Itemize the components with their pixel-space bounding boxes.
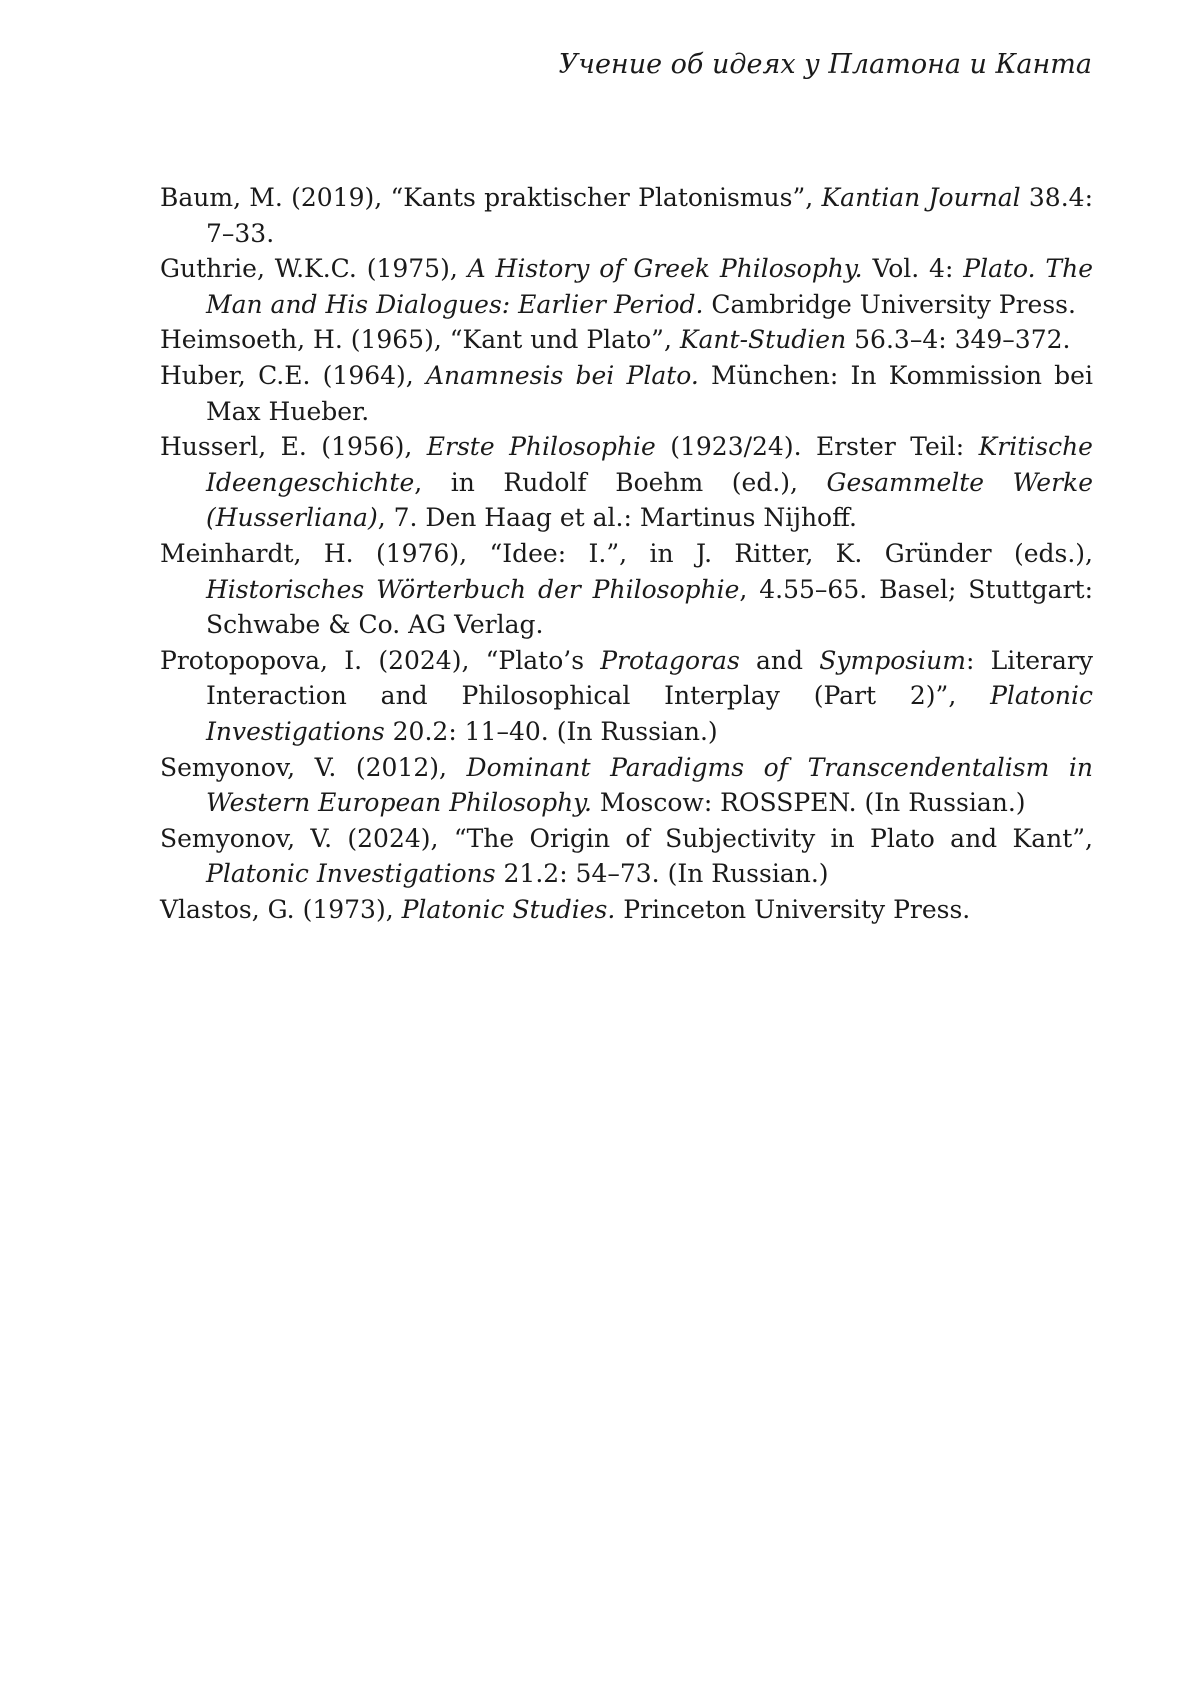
reference-entry — [160, 358, 1093, 429]
reference-text-segment: Husserl, E. (1956), — [160, 432, 427, 462]
reference-entry — [160, 322, 1093, 358]
reference-italic-segment: Kantian Journal — [821, 183, 1021, 212]
reference-entry — [160, 180, 1093, 251]
reference-italic-segment: Dominant Paradigms of Transcendentalism in Western European Philosophy. — [206, 752, 1093, 818]
reference-text-segment: Vlastos, G. (1973), — [160, 894, 402, 924]
reference-text-segment: Princeton University Press. — [615, 894, 971, 924]
reference-text-segment: : Literary Interaction and Philosophical Interplay (Part 2)”, — [206, 645, 1093, 711]
running-header: Учение об идеях у Платона и Канта — [558, 49, 1092, 80]
reference-italic-segment: Erste Philosophie — [426, 432, 656, 462]
reference-italic-segment: Platonic Studies. — [401, 894, 616, 924]
reference-entry — [160, 750, 1093, 821]
reference-text-segment: , 4.55–65. Basel; Stuttgart: Schwabe & Co. AG Verlag. — [206, 574, 1093, 640]
reference-italic-segment: Protagoras — [600, 645, 740, 675]
reference-italic-segment: Historisches Wörterbuch der Philosophie — [206, 574, 740, 604]
reference-text-segment: Protopopova, I. (2024), “Plato’s — [160, 645, 601, 675]
reference-entry — [160, 821, 1093, 892]
reference-text-segment: München: In Kommission bei Max Hueber. — [206, 360, 1093, 426]
reference-text-segment: 56.3–4: 349–372. — [846, 325, 1071, 355]
reference-text-segment: Huber, C.E. (1964), — [160, 360, 426, 390]
reference-italic-segment: Plato. The Man and His Dialogues: Earlier Period. — [206, 254, 1094, 319]
reference-text-segment: Vol. 4: — [862, 254, 964, 284]
reference-text-segment: Guthrie, W.K.C. (1975), — [160, 254, 468, 284]
reference-text-segment: Meinhardt, H. (1976), “Idee: I.”, in J. Ritter, K. Gründer (eds.), — [160, 538, 1093, 568]
reference-italic-segment: Platonic Investigations — [206, 859, 496, 889]
reference-text-segment: (1923/24). Erster Teil: — [655, 432, 979, 462]
reference-text-segment: Baum, M. (2019), “Kants praktischer Platonismus”, — [160, 183, 822, 212]
reference-entry — [160, 536, 1093, 643]
reference-italic-segment: Platonic Investigations — [206, 681, 1093, 746]
reference-text-segment: 38.4: 7–33. — [206, 183, 1093, 248]
reference-text-segment: Heimsoeth, H. (1965), “Kant und Plato”, — [160, 325, 680, 355]
reference-italic-segment: A History of Greek Philosophy. — [467, 254, 863, 284]
reference-italic-segment: Symposium — [819, 645, 966, 675]
reference-text-segment: , 7. Den Haag et al.: Martinus Nijhoff. — [377, 503, 857, 533]
reference-italic-segment: Anamnesis bei Plato. — [425, 360, 699, 390]
reference-entry — [160, 429, 1093, 536]
reference-text-segment: 20.2: 11–40. (In Russian.) — [384, 716, 718, 746]
reference-text-segment: Semyonov, V. (2024), “The Origin of Subjectivity in Plato and Kant”, — [160, 823, 1093, 853]
reference-text-segment: 21.2: 54–73. (In Russian.) — [495, 859, 829, 889]
reference-text-segment: Cambridge University Press. — [703, 289, 1076, 319]
reference-list — [160, 180, 1093, 927]
reference-entry — [160, 643, 1093, 750]
reference-text-segment: , in Rudolf Boehm (ed.), — [414, 467, 827, 497]
reference-text-segment: Semyonov, V. (2012), — [160, 752, 467, 782]
reference-entry — [160, 892, 1093, 928]
reference-entry — [160, 251, 1093, 322]
reference-italic-segment: Gesammelte Werke (Husserliana) — [206, 467, 1093, 533]
reference-italic-segment: Kritische Ideengeschichte — [206, 432, 1093, 497]
reference-italic-segment: Kant-Studien — [679, 325, 847, 355]
reference-text-segment: and — [739, 645, 820, 675]
reference-text-segment: Moscow: ROSSPEN. (In Russian.) — [591, 788, 1026, 818]
